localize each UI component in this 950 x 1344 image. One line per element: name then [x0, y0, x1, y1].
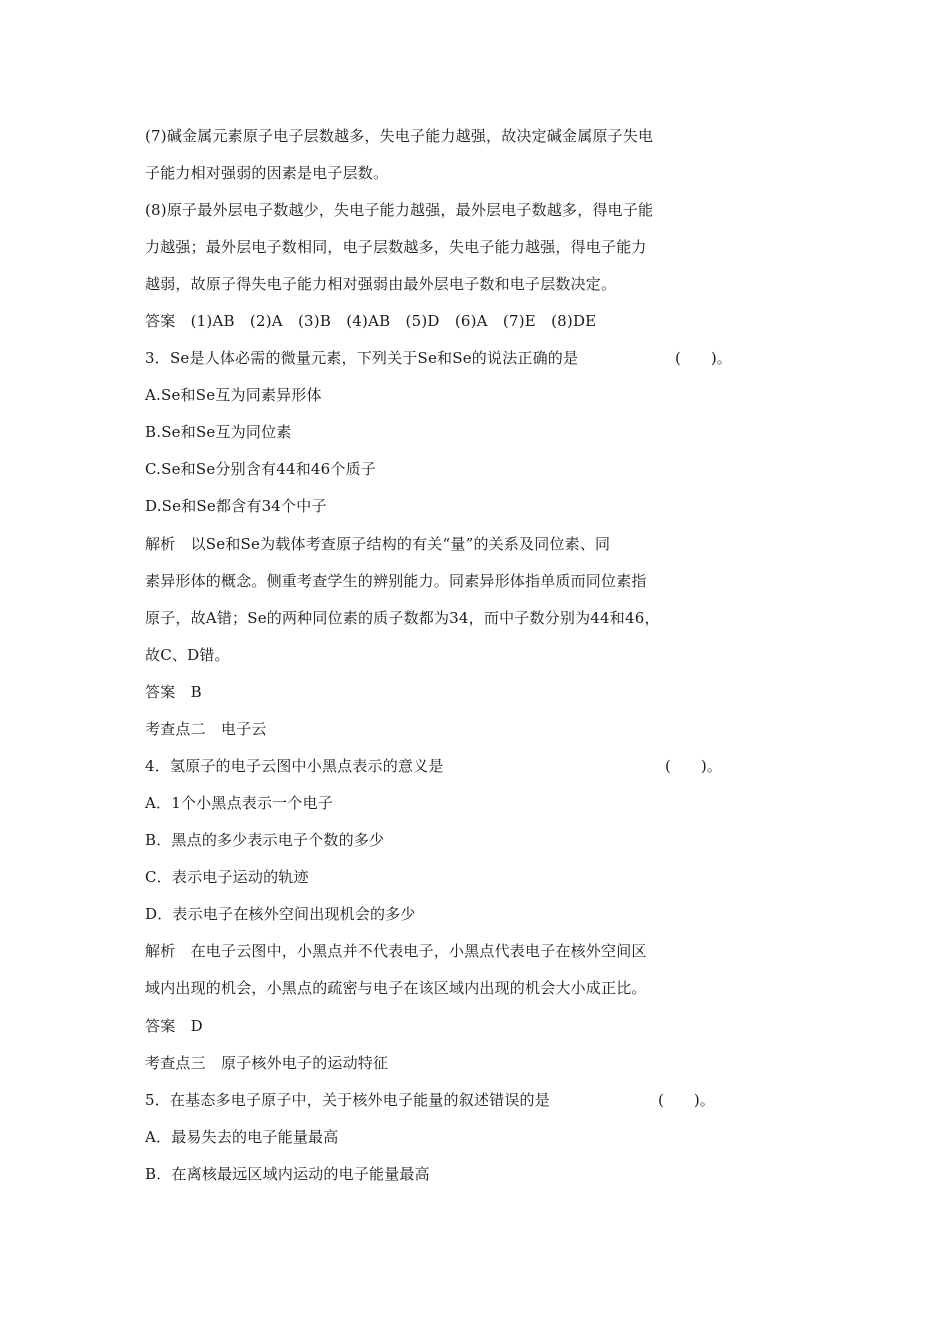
text-line: (8)原子最外层电子数越少，失电子能力越强，最外层电子数越多，得电子能 — [145, 201, 654, 219]
answer-line: 答案 D — [145, 1017, 203, 1035]
analysis-line: 解析 以Se和Se为载体考查原子结构的有关“量”的关系及同位素、同 — [145, 535, 611, 553]
text-line: 力越强；最外层电子数相同，电子层数越多，失电子能力越强，得电子能力 — [145, 238, 647, 256]
text-line: 越弱，故原子得失电子能力相对强弱由最外层电子数和电子层数决定。 — [145, 275, 617, 293]
question-3-option-a: A.Se和Se互为同素异形体 — [145, 386, 322, 404]
question-4-blank: ( )。 — [665, 757, 722, 775]
question-4-option-c: C．表示电子运动的轨迹 — [145, 868, 309, 886]
analysis-line: 解析 在电子云图中，小黑点并不代表电子，小黑点代表电子在核外空间区 — [145, 942, 647, 960]
analysis-line: 故C、D错。 — [145, 646, 230, 664]
text-line: (7)碱金属元素原子电子层数越多，失电子能力越强，故决定碱金属原子失电 — [145, 127, 654, 145]
question-4-option-a: A．1个小黑点表示一个电子 — [145, 794, 333, 812]
analysis-line: 素异形体的概念。侧重考查学生的辨别能力。同素异形体指单质而同位素指 — [145, 572, 647, 590]
question-3-option-c: C.Se和Se分别含有44和46个质子 — [145, 460, 376, 478]
analysis-line: 原子，故A错；Se的两种同位素的质子数都为34，而中子数分别为44和46， — [145, 609, 660, 627]
answer-line: 答案 B — [145, 683, 202, 701]
question-4-option-b: B．黑点的多少表示电子个数的多少 — [145, 831, 385, 849]
question-5-blank: ( )。 — [658, 1091, 715, 1109]
question-5-option-a: A．最易失去的电子能量最高 — [145, 1128, 339, 1146]
question-4-stem: 4．氢原子的电子云图中小黑点表示的意义是 — [145, 757, 444, 775]
question-5-option-b: B．在离核最远区域内运动的电子能量最高 — [145, 1165, 430, 1183]
question-3-stem: 3．Se是人体必需的微量元素，下列关于Se和Se的说法正确的是 — [145, 349, 579, 367]
analysis-line: 域内出现的机会，小黑点的疏密与电子在该区域内出现的机会大小成正比。 — [145, 979, 647, 997]
text-line: 子能力相对强弱的因素是电子层数。 — [145, 164, 389, 182]
question-3-option-b: B.Se和Se互为同位素 — [145, 423, 292, 441]
question-3-option-d: D.Se和Se都含有34个中子 — [145, 497, 327, 515]
answer-line: 答案 (1)AB (2)A (3)B (4)AB (5)D (6)A (7)E (8)DE — [145, 312, 597, 330]
question-5-stem: 5．在基态多电子原子中，关于核外电子能量的叙述错误的是 — [145, 1091, 550, 1109]
question-3-blank: ( )。 — [675, 349, 732, 367]
section-heading: 考查点三 原子核外电子的运动特征 — [145, 1054, 389, 1072]
question-4-option-d: D．表示电子在核外空间出现机会的多少 — [145, 905, 416, 923]
section-heading: 考查点二 电子云 — [145, 720, 267, 738]
